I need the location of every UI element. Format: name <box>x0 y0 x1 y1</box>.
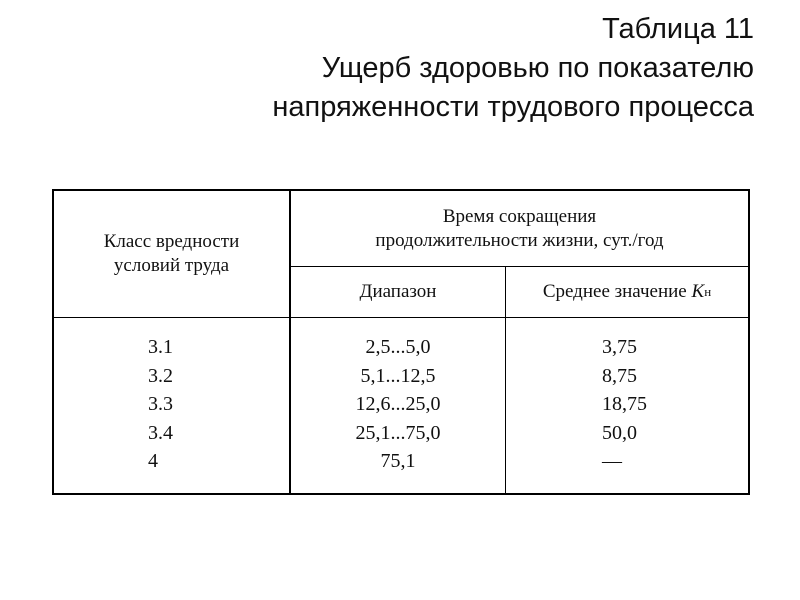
row-range: 75,1 <box>380 450 416 472</box>
header-average-text: Среднее значение <box>542 281 687 302</box>
header-average <box>506 267 748 317</box>
header-average-symbol: K <box>691 281 705 302</box>
range-column <box>291 333 505 476</box>
header-time-line1: Время сокращения <box>442 205 597 227</box>
header-class-line2: условий труда <box>113 255 230 276</box>
header-bottom-divider <box>54 317 748 318</box>
title-line-2: Ущерб здоровью по показателю <box>321 52 754 84</box>
header-class-line1: Класс вредности <box>103 231 240 252</box>
row-average: 3,75 <box>602 336 637 358</box>
row-average: — <box>602 450 622 472</box>
row-average: 8,75 <box>602 364 637 387</box>
data-table <box>52 189 750 495</box>
header-class <box>54 191 289 317</box>
row-range: 2,5...5,0 <box>365 336 431 358</box>
header-time-line2: продолжительности жизни, сут./год <box>375 229 664 251</box>
row-range: 25,1...75,0 <box>355 421 441 444</box>
header-time <box>291 191 748 266</box>
class-column <box>148 333 173 476</box>
row-average: 50,0 <box>602 421 637 444</box>
row-class: 3.3 <box>148 393 173 415</box>
row-class: 3.4 <box>148 421 173 444</box>
row-range: 5,1...12,5 <box>360 364 436 387</box>
table-number: Таблица 11 <box>602 13 754 45</box>
slide-title <box>272 10 754 127</box>
row-class: 3.2 <box>148 364 173 387</box>
row-class: 3.1 <box>148 336 173 358</box>
row-range: 12,6...25,0 <box>355 393 441 415</box>
header-average-subscript: н <box>704 284 712 299</box>
title-line-3: напряженности трудового процесса <box>272 91 754 123</box>
header-range: Диапазон <box>359 281 437 302</box>
average-column <box>602 333 647 476</box>
row-class: 4 <box>148 450 158 472</box>
row-average: 18,75 <box>602 393 647 415</box>
